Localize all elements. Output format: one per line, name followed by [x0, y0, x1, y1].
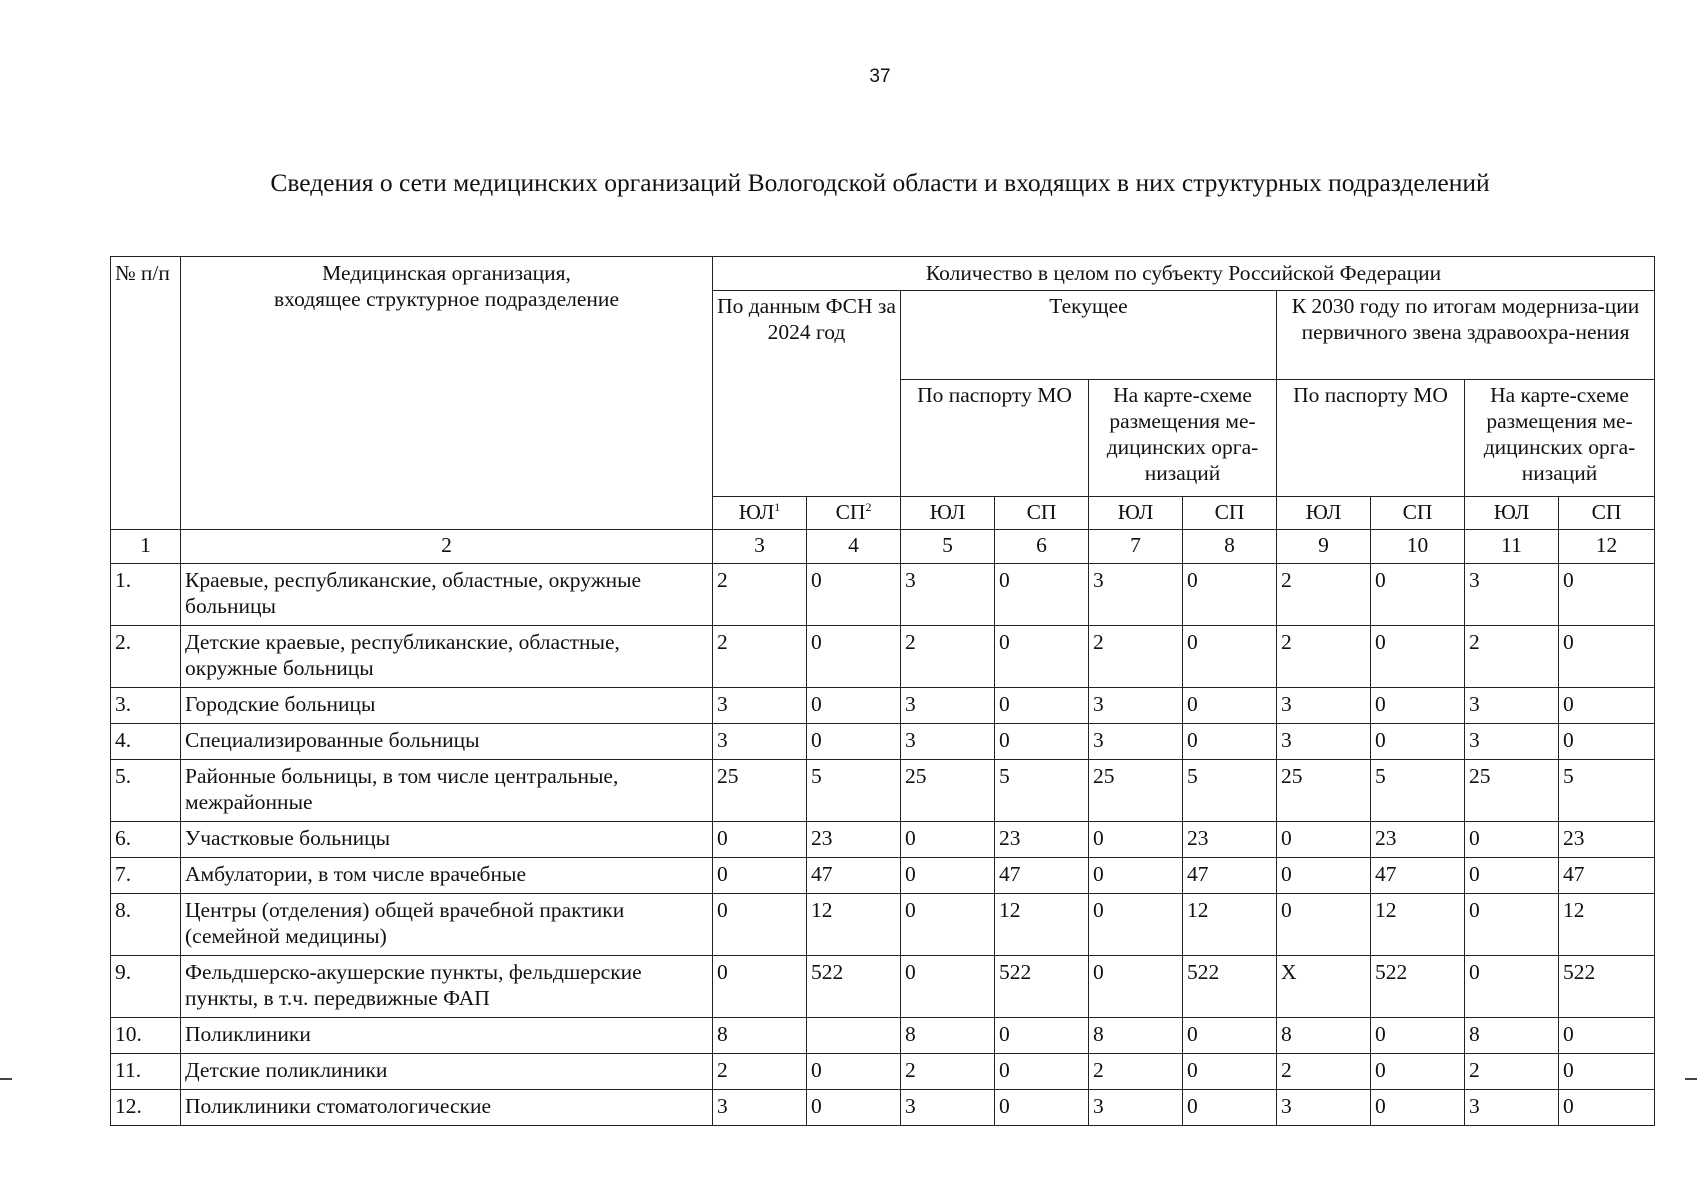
value-cell: 47: [1559, 858, 1655, 894]
value-cell: 0: [1089, 956, 1183, 1018]
organization-name-cell: Поликлиники: [181, 1018, 713, 1054]
value-cell: 2: [713, 626, 807, 688]
header-group-2030: К 2030 году по итогам модерниза-ции первичного звена здравоохра-нения: [1277, 291, 1655, 380]
column-number: 4: [807, 530, 901, 564]
column-number: 2: [181, 530, 713, 564]
value-cell: 47: [807, 858, 901, 894]
value-cell: 0: [1465, 822, 1559, 858]
value-cell: 3: [901, 688, 995, 724]
value-cell: 0: [713, 858, 807, 894]
value-cell: 0: [995, 724, 1089, 760]
value-cell: [807, 1018, 901, 1054]
footnote-2-marker: 2: [865, 499, 872, 514]
value-cell: X: [1277, 956, 1371, 1018]
value-cell: 5: [1371, 760, 1465, 822]
value-cell: 0: [1559, 1018, 1655, 1054]
organization-name-cell: Специализированные больницы: [181, 724, 713, 760]
value-cell: 23: [807, 822, 901, 858]
value-cell: 25: [1465, 760, 1559, 822]
document-title: Сведения о сети медицинских организаций Вологодской области и входящих в них структурных подразделений: [270, 168, 1490, 197]
value-cell: 8: [1277, 1018, 1371, 1054]
column-number: 1: [111, 530, 181, 564]
value-cell: 3: [1089, 724, 1183, 760]
value-cell: 3: [713, 724, 807, 760]
header-col-org-line1: Медицинская организация,: [322, 261, 571, 285]
organization-name-cell: Краевые, республиканские, областные, окружные больницы: [181, 564, 713, 626]
value-cell: 0: [901, 858, 995, 894]
value-cell: 8: [1465, 1018, 1559, 1054]
value-cell: 25: [713, 760, 807, 822]
column-number: 5: [901, 530, 995, 564]
value-cell: 2: [1277, 626, 1371, 688]
row-number-cell: 9.: [111, 956, 181, 1018]
value-cell: 0: [1559, 724, 1655, 760]
value-cell: 0: [1465, 858, 1559, 894]
value-cell: 522: [1559, 956, 1655, 1018]
row-number-cell: 5.: [111, 760, 181, 822]
header-group-fsn: По данным ФСН за 2024 год: [713, 291, 901, 497]
value-cell: 2: [1465, 626, 1559, 688]
organization-name-cell: Фельдшерско-акушерские пункты, фельдшерские пункты, в т.ч. передвижные ФАП: [181, 956, 713, 1018]
value-cell: 3: [1465, 688, 1559, 724]
header-group-total: Количество в целом по субъекту Российской Федерации: [713, 257, 1655, 291]
value-cell: 0: [995, 1054, 1089, 1090]
value-cell: 0: [1371, 1090, 1465, 1126]
organization-name-cell: Детские краевые, республиканские, областные, окружные больницы: [181, 626, 713, 688]
value-cell: 3: [1277, 724, 1371, 760]
value-cell: 0: [807, 626, 901, 688]
organization-name-cell: Поликлиники стоматологические: [181, 1090, 713, 1126]
value-cell: 3: [1465, 724, 1559, 760]
column-number: 10: [1371, 530, 1465, 564]
header-sp: СП: [1183, 497, 1277, 530]
value-cell: 0: [1183, 688, 1277, 724]
value-cell: 522: [1183, 956, 1277, 1018]
value-cell: 0: [1183, 626, 1277, 688]
header-sub-passport-2030: По паспорту МО: [1277, 380, 1465, 497]
value-cell: 23: [995, 822, 1089, 858]
value-cell: 2: [713, 564, 807, 626]
value-cell: 47: [995, 858, 1089, 894]
value-cell: 5: [995, 760, 1089, 822]
value-cell: 2: [1089, 1054, 1183, 1090]
header-col-org-line2: входящее структурное подразделение: [274, 287, 619, 311]
value-cell: 0: [1371, 688, 1465, 724]
value-cell: 3: [1277, 688, 1371, 724]
table-row: [111, 1090, 1655, 1126]
column-number: 8: [1183, 530, 1277, 564]
value-cell: 2: [1465, 1054, 1559, 1090]
value-cell: 3: [1089, 1090, 1183, 1126]
value-cell: 0: [901, 822, 995, 858]
value-cell: 25: [1089, 760, 1183, 822]
value-cell: 0: [1559, 626, 1655, 688]
value-cell: 0: [807, 724, 901, 760]
value-cell: 12: [1183, 894, 1277, 956]
value-cell: 0: [1559, 1090, 1655, 1126]
table-row: [111, 1054, 1655, 1090]
value-cell: 0: [713, 822, 807, 858]
value-cell: 3: [1465, 564, 1559, 626]
value-cell: 3: [901, 564, 995, 626]
header-ul: ЮЛ: [1089, 497, 1183, 530]
value-cell: 0: [1559, 564, 1655, 626]
organization-name-cell: Амбулатории, в том числе врачебные: [181, 858, 713, 894]
table-row: [111, 894, 1655, 956]
value-cell: 5: [1183, 760, 1277, 822]
value-cell: 0: [1089, 894, 1183, 956]
value-cell: 3: [1089, 688, 1183, 724]
value-cell: 0: [995, 1018, 1089, 1054]
value-cell: 0: [1183, 1054, 1277, 1090]
table-row: [111, 858, 1655, 894]
organization-name-cell: Районные больницы, в том числе центральные, межрайонные: [181, 760, 713, 822]
table-row: [111, 1018, 1655, 1054]
table-row: [111, 626, 1655, 688]
value-cell: 3: [901, 724, 995, 760]
value-cell: 2: [1277, 1054, 1371, 1090]
value-cell: 12: [1559, 894, 1655, 956]
row-number-cell: 1.: [111, 564, 181, 626]
header-ul-fsn: [713, 497, 807, 530]
value-cell: 0: [1465, 956, 1559, 1018]
value-cell: 0: [1089, 858, 1183, 894]
value-cell: 3: [901, 1090, 995, 1126]
header-ul: ЮЛ: [1277, 497, 1371, 530]
column-number: 11: [1465, 530, 1559, 564]
value-cell: 0: [1277, 822, 1371, 858]
column-number: 6: [995, 530, 1089, 564]
column-number: 9: [1277, 530, 1371, 564]
value-cell: 0: [1371, 626, 1465, 688]
value-cell: 3: [1277, 1090, 1371, 1126]
header-row-1: [111, 257, 1655, 291]
row-number-cell: 8.: [111, 894, 181, 956]
value-cell: 5: [807, 760, 901, 822]
row-number-cell: 7.: [111, 858, 181, 894]
header-sub-map-2030: На карте-схеме размещения ме-дицинских орга-низаций: [1465, 380, 1655, 497]
value-cell: 0: [901, 894, 995, 956]
organization-name-cell: Центры (отделения) общей врачебной практики (семейной медицины): [181, 894, 713, 956]
value-cell: 522: [807, 956, 901, 1018]
table-row: [111, 724, 1655, 760]
value-cell: 0: [995, 564, 1089, 626]
header-sp-fsn-label: СП: [835, 500, 866, 524]
value-cell: 0: [1183, 1018, 1277, 1054]
value-cell: 0: [1277, 894, 1371, 956]
value-cell: 522: [1371, 956, 1465, 1018]
value-cell: 12: [1371, 894, 1465, 956]
value-cell: 0: [1371, 724, 1465, 760]
value-cell: 3: [713, 1090, 807, 1126]
value-cell: 0: [807, 1054, 901, 1090]
header-group-current: Текущее: [901, 291, 1277, 380]
value-cell: 8: [901, 1018, 995, 1054]
page-number: 37: [869, 66, 891, 87]
value-cell: 8: [713, 1018, 807, 1054]
value-cell: 25: [1277, 760, 1371, 822]
value-cell: 0: [713, 956, 807, 1018]
value-cell: 47: [1183, 858, 1277, 894]
header-sp: СП: [1559, 497, 1655, 530]
value-cell: 12: [995, 894, 1089, 956]
scan-edge-mark-right: [1685, 1078, 1697, 1080]
value-cell: 0: [1465, 894, 1559, 956]
value-cell: 2: [901, 626, 995, 688]
organization-name-cell: Городские больницы: [181, 688, 713, 724]
header-sp-fsn: [807, 497, 901, 530]
table-row: [111, 688, 1655, 724]
scan-edge-mark-left: [0, 1078, 12, 1080]
value-cell: 0: [807, 564, 901, 626]
header-col-no: № п/п: [111, 257, 181, 530]
table-row: [111, 956, 1655, 1018]
value-cell: 522: [995, 956, 1089, 1018]
value-cell: 0: [1183, 1090, 1277, 1126]
value-cell: 2: [713, 1054, 807, 1090]
header-sub-passport-current: По паспорту МО: [901, 380, 1089, 497]
value-cell: 0: [901, 956, 995, 1018]
value-cell: 8: [1089, 1018, 1183, 1054]
value-cell: 3: [1465, 1090, 1559, 1126]
value-cell: 3: [1089, 564, 1183, 626]
value-cell: 0: [713, 894, 807, 956]
column-number: 12: [1559, 530, 1655, 564]
value-cell: 0: [1089, 822, 1183, 858]
value-cell: 0: [1559, 688, 1655, 724]
value-cell: 0: [1183, 724, 1277, 760]
value-cell: 0: [1371, 1018, 1465, 1054]
header-ul: ЮЛ: [1465, 497, 1559, 530]
value-cell: 0: [995, 1090, 1089, 1126]
value-cell: 12: [807, 894, 901, 956]
medical-network-table: [110, 256, 1655, 1126]
value-cell: 25: [901, 760, 995, 822]
value-cell: 0: [1559, 1054, 1655, 1090]
header-sp: СП: [995, 497, 1089, 530]
value-cell: 23: [1183, 822, 1277, 858]
column-number: 7: [1089, 530, 1183, 564]
column-number: 3: [713, 530, 807, 564]
value-cell: 2: [901, 1054, 995, 1090]
row-number-cell: 11.: [111, 1054, 181, 1090]
value-cell: 0: [1371, 1054, 1465, 1090]
row-number-cell: 4.: [111, 724, 181, 760]
organization-name-cell: Детские поликлиники: [181, 1054, 713, 1090]
value-cell: 3: [713, 688, 807, 724]
value-cell: 23: [1559, 822, 1655, 858]
header-sub-map-current: На карте-схеме размещения ме-дицинских орга-низаций: [1089, 380, 1277, 497]
value-cell: 23: [1371, 822, 1465, 858]
header-sp: СП: [1371, 497, 1465, 530]
value-cell: 0: [1183, 564, 1277, 626]
header-ul: ЮЛ: [901, 497, 995, 530]
value-cell: 2: [1089, 626, 1183, 688]
column-number-row: [111, 530, 1655, 564]
organization-name-cell: Участковые больницы: [181, 822, 713, 858]
value-cell: 5: [1559, 760, 1655, 822]
table-row: [111, 564, 1655, 626]
value-cell: 0: [995, 626, 1089, 688]
row-number-cell: 3.: [111, 688, 181, 724]
row-number-cell: 10.: [111, 1018, 181, 1054]
row-number-cell: 12.: [111, 1090, 181, 1126]
value-cell: 0: [807, 1090, 901, 1126]
header-ul-fsn-label: ЮЛ: [738, 500, 775, 524]
row-number-cell: 2.: [111, 626, 181, 688]
table-row: [111, 760, 1655, 822]
value-cell: 2: [1277, 564, 1371, 626]
value-cell: 0: [807, 688, 901, 724]
value-cell: 0: [1277, 858, 1371, 894]
header-col-org: [181, 257, 713, 530]
row-number-cell: 6.: [111, 822, 181, 858]
value-cell: 0: [995, 688, 1089, 724]
value-cell: 47: [1371, 858, 1465, 894]
table-row: [111, 822, 1655, 858]
footnote-1-marker: 1: [774, 499, 781, 514]
value-cell: 0: [1371, 564, 1465, 626]
